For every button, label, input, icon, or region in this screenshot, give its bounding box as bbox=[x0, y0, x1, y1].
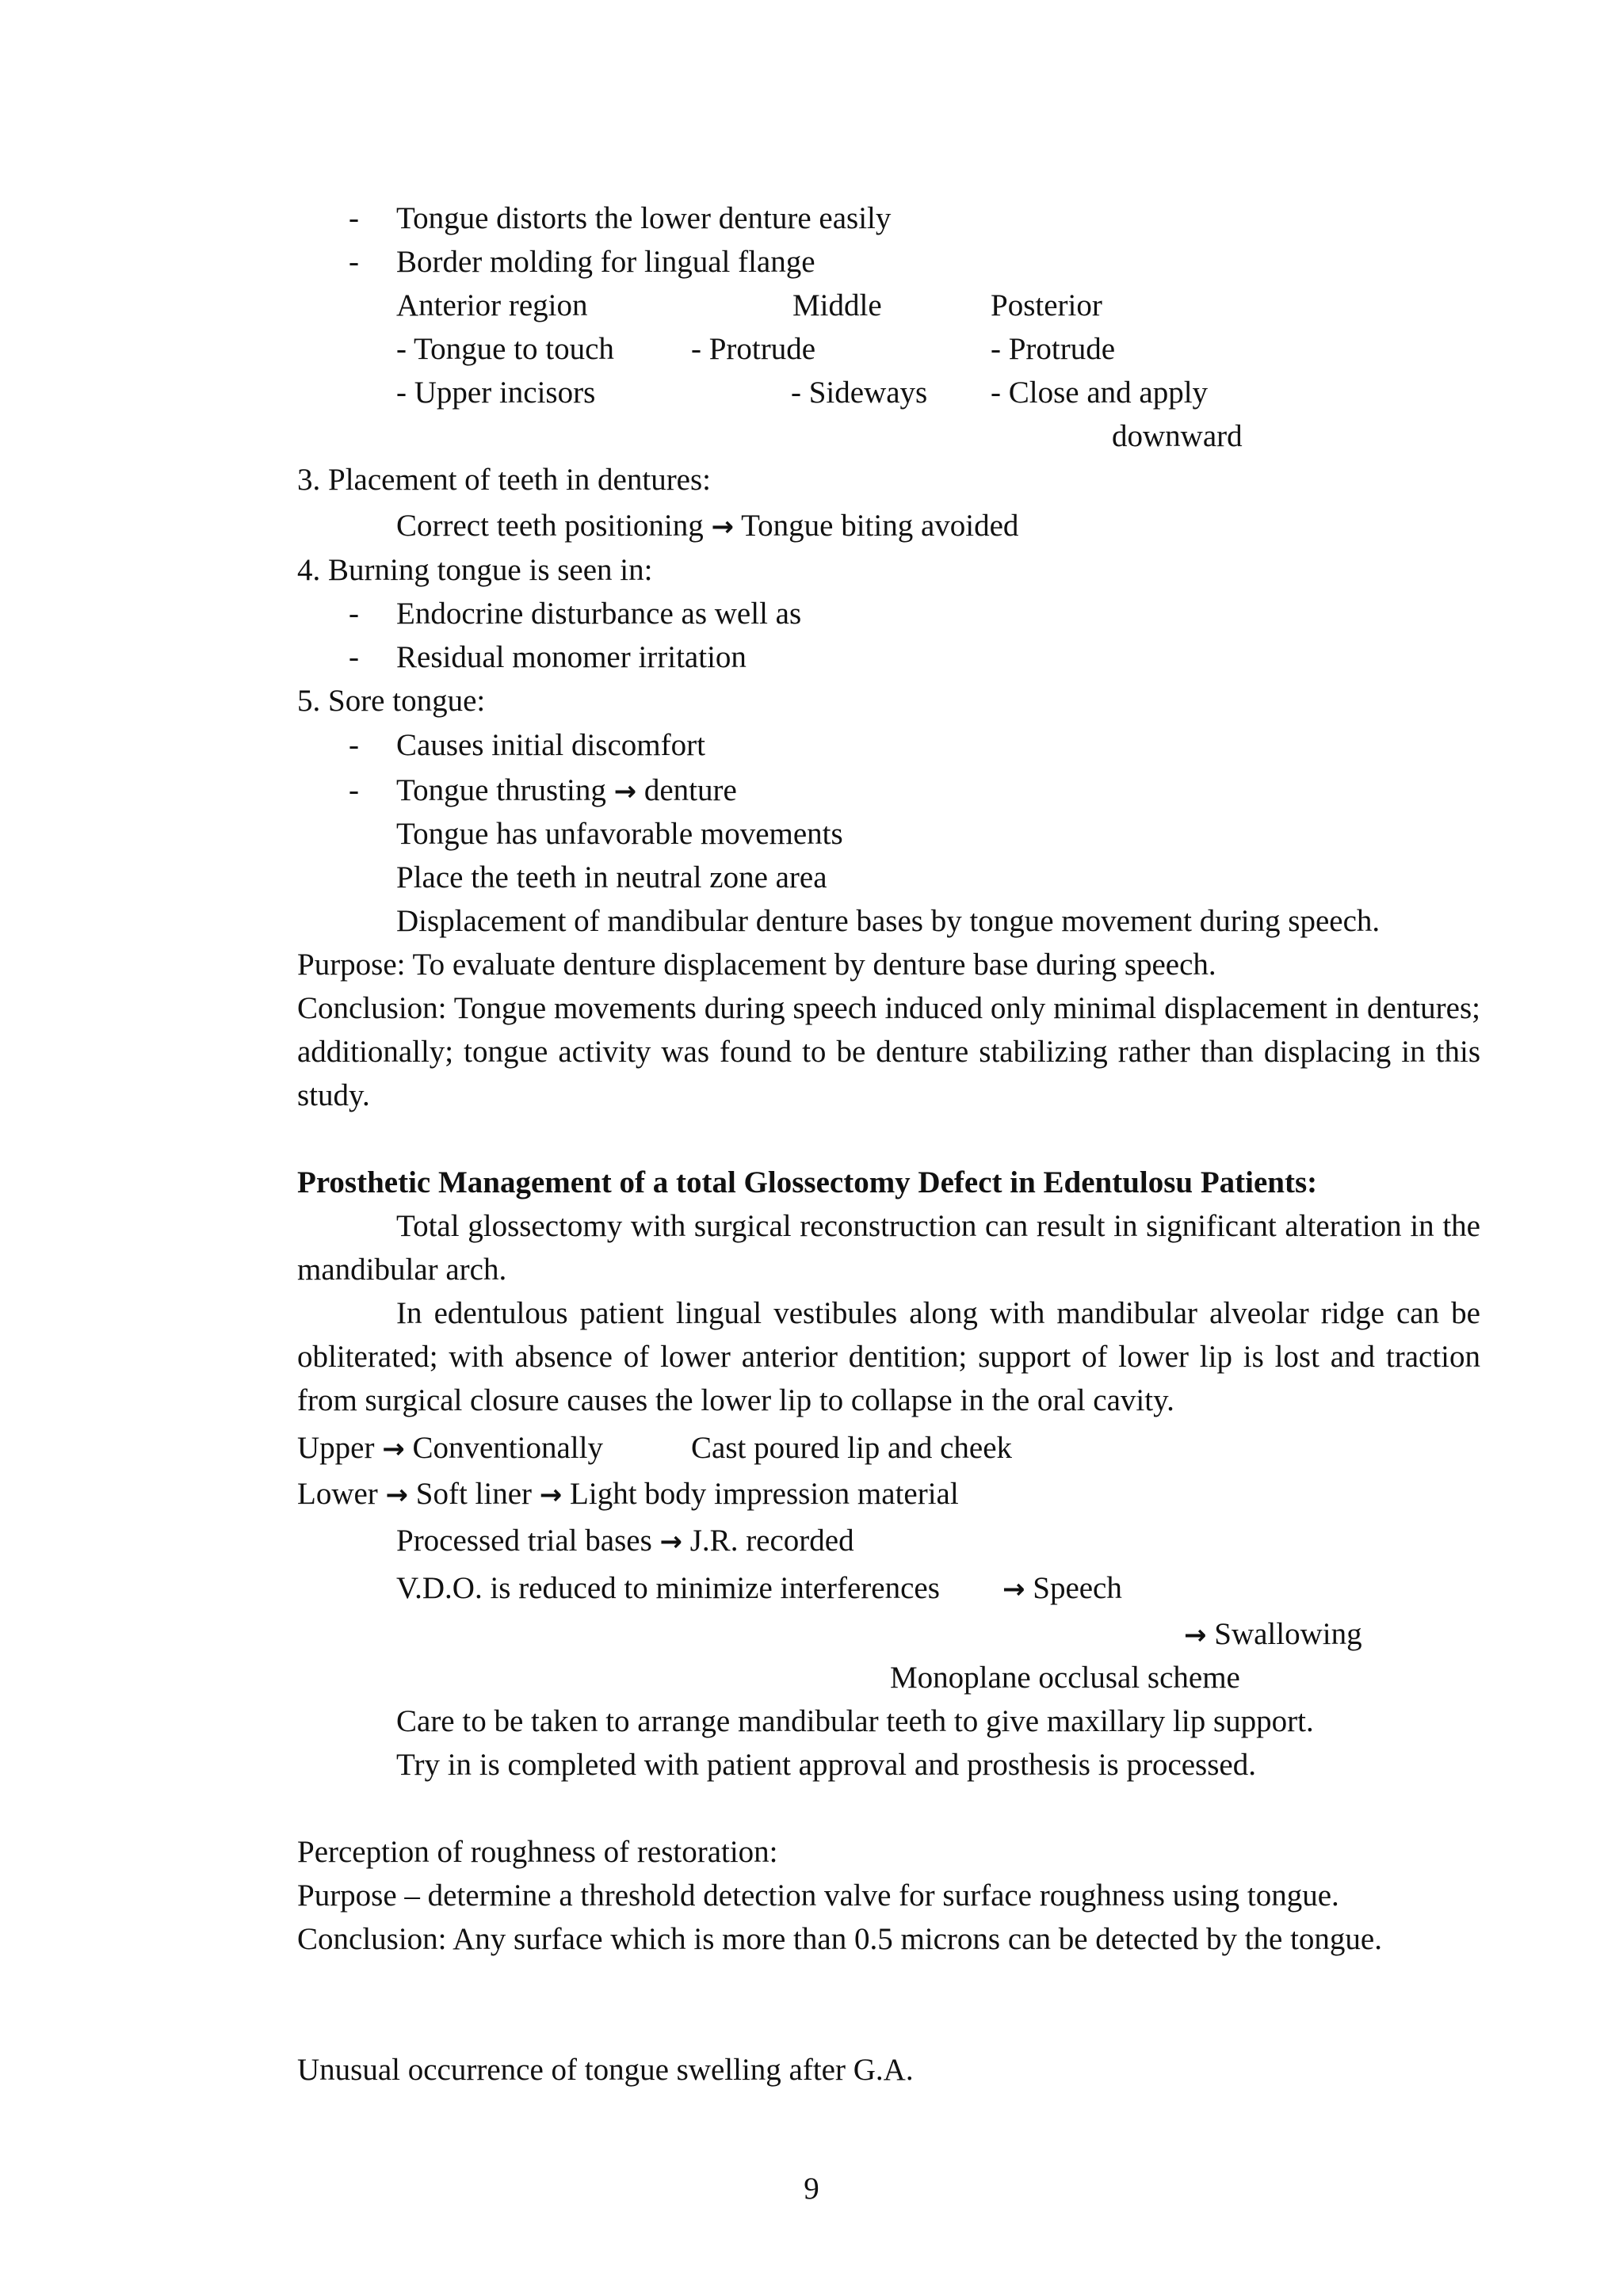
list-item: Residual monomer irritation bbox=[396, 640, 747, 674]
text-line: V.D.O. is reduced to minimize interferences bbox=[396, 1571, 940, 1605]
text-line: Correct teeth positioning → Tongue biting avoided bbox=[396, 509, 1019, 543]
list-bullet: - bbox=[349, 201, 359, 235]
list-bullet: - bbox=[349, 597, 359, 631]
list-item: Causes initial discomfort bbox=[396, 728, 705, 762]
list-bullet: - bbox=[349, 640, 359, 674]
table-cell: - Sideways bbox=[791, 376, 928, 410]
table-header-anterior: Anterior region bbox=[396, 288, 588, 322]
table-cell: - Close and apply bbox=[991, 376, 1209, 410]
text-line: Unusual occurrence of tongue swelling after G.A. bbox=[297, 2053, 914, 2087]
arrow-right-icon: → bbox=[613, 776, 637, 807]
arrow-right-icon: → bbox=[385, 1479, 409, 1511]
purpose-text: Purpose – determine a threshold detection valve for surface roughness using tongue. bbox=[297, 1878, 1339, 1913]
table-header-middle: Middle bbox=[792, 288, 882, 322]
arrow-right-icon: → bbox=[539, 1479, 563, 1511]
list-item: Tongue thrusting → denture bbox=[396, 773, 737, 807]
arrow-right-icon: → bbox=[382, 1433, 405, 1465]
text-line: → Swallowing bbox=[1184, 1617, 1362, 1651]
list-item: Border molding for lingual flange bbox=[396, 245, 815, 279]
paragraph: Total glossectomy with surgical reconstruction can result in significant alteration in the mandibular arch. bbox=[297, 1209, 1480, 1287]
table-cell: - Protrude bbox=[991, 332, 1116, 366]
conclusion-text: Conclusion: Any surface which is more than 0.5 microns can be detected by the tongue. bbox=[297, 1922, 1382, 1956]
section-heading: 4. Burning tongue is seen in: bbox=[297, 553, 653, 587]
table-header-posterior: Posterior bbox=[991, 288, 1102, 322]
arrow-right-icon: → bbox=[711, 511, 735, 543]
list-item: Endocrine disturbance as well as bbox=[396, 597, 802, 631]
table-cell-continuation: downward bbox=[1112, 419, 1243, 453]
arrow-right-icon: → bbox=[659, 1526, 682, 1558]
text-line: Care to be taken to arrange mandibular teeth to give maxillary lip support. bbox=[396, 1704, 1314, 1738]
list-bullet: - bbox=[349, 773, 359, 807]
text-line: Processed trial bases → J.R. recorded bbox=[396, 1524, 854, 1558]
list-bullet: - bbox=[349, 728, 359, 762]
text-line: Cast poured lip and cheek bbox=[691, 1431, 1013, 1465]
list-bullet: - bbox=[349, 245, 359, 279]
text-line: Monoplane occlusal scheme bbox=[890, 1661, 1240, 1695]
table-cell: - Protrude bbox=[691, 332, 816, 366]
text-line: Tongue has unfavorable movements bbox=[396, 817, 843, 851]
conclusion-paragraph: Conclusion: Tongue movements during speech induced only minimal displacement in dentures; additionally; tongue activity was found to be denture stabilizing rather than displacing in this study. bbox=[297, 991, 1480, 1112]
subsection-title: Perception of roughness of restoration: bbox=[297, 1835, 778, 1869]
table-cell: - Tongue to touch bbox=[396, 332, 614, 366]
text-line: Upper → Conventionally bbox=[297, 1431, 603, 1465]
text-line: Place the teeth in neutral zone area bbox=[396, 860, 827, 894]
paragraph: In edentulous patient lingual vestibules along with mandibular alveolar ridge can be obliterated; with absence of lower anterior dentition; support of lower lip is lost and traction from surgical closure causes the lower lip to collapse in the oral cavity. bbox=[297, 1296, 1480, 1417]
section-heading: 3. Placement of teeth in dentures: bbox=[297, 463, 712, 497]
table-cell: - Upper incisors bbox=[396, 376, 596, 410]
purpose-text: Purpose: To evaluate denture displacement by denture base during speech. bbox=[297, 948, 1216, 982]
section-heading: 5. Sore tongue: bbox=[297, 684, 486, 718]
list-item: Tongue distorts the lower denture easily bbox=[396, 201, 892, 235]
arrow-right-icon: → bbox=[1002, 1573, 1025, 1605]
section-heading-bold: Prosthetic Management of a total Glossectomy Defect in Edentulosu Patients: bbox=[297, 1165, 1318, 1199]
text-line: → Speech bbox=[1002, 1571, 1122, 1605]
text-line: Try in is completed with patient approval and prosthesis is processed. bbox=[396, 1748, 1256, 1782]
page-number: 9 bbox=[804, 2172, 819, 2206]
arrow-right-icon: → bbox=[1184, 1619, 1207, 1651]
text-line: Displacement of mandibular denture bases by tongue movement during speech. bbox=[396, 904, 1381, 938]
text-line: Lower → Soft liner → Light body impression material bbox=[297, 1477, 959, 1511]
